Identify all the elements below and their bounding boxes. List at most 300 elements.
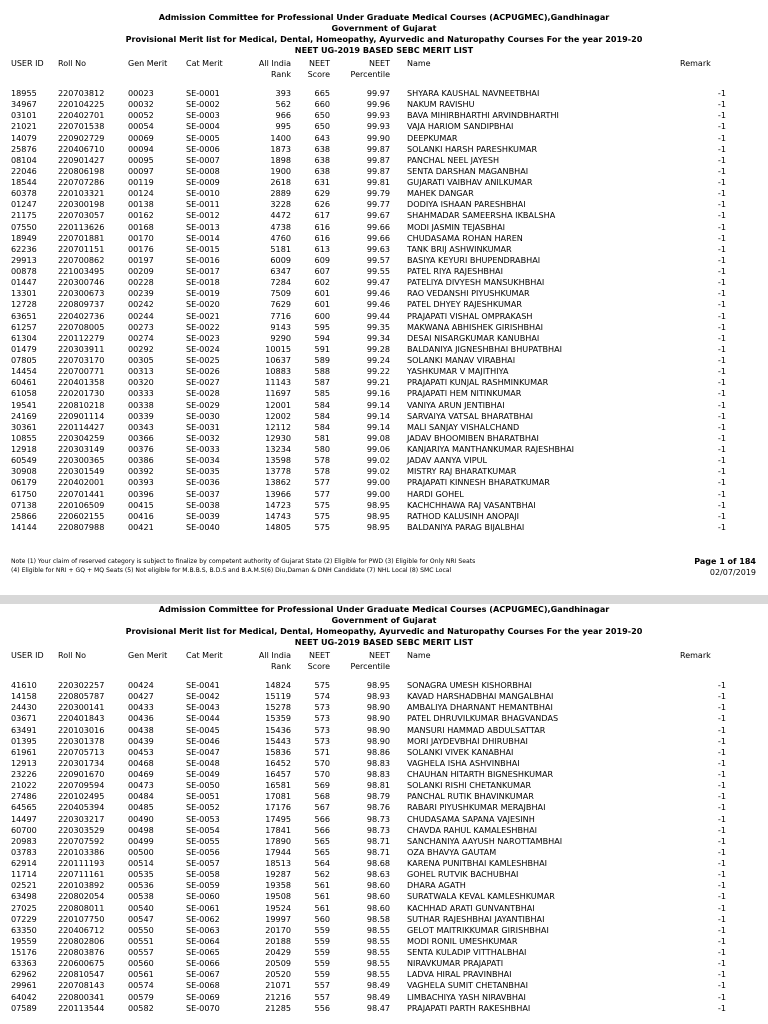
row-gen-merit: 00392 bbox=[128, 466, 154, 477]
row-cat-merit: SE-0001 bbox=[186, 88, 220, 98]
row-neet-percentile: 98.55 bbox=[366, 924, 390, 935]
row-cat-merit: SE-0041 bbox=[186, 680, 220, 690]
row-neet-score: 577 bbox=[314, 488, 330, 499]
row-roll-no: 220103016 bbox=[58, 724, 105, 735]
table-row bbox=[0, 322, 768, 333]
table-row bbox=[0, 244, 768, 255]
row-cat-merit: SE-0035 bbox=[186, 466, 220, 477]
col-neet-percentile-2: Percentile bbox=[350, 662, 390, 671]
row-roll-no: 220711161 bbox=[58, 869, 105, 880]
row-remark: -1 bbox=[717, 143, 726, 154]
row-roll-no: 220406712 bbox=[58, 924, 105, 935]
row-candidate-name: SENTA KULADIP VITTHALBHAI bbox=[407, 947, 527, 957]
table-row bbox=[0, 522, 768, 533]
row-cat-merit: SE-0012 bbox=[186, 210, 220, 221]
row-candidate-name: MANSURI HAMMAD ABDULSATTAR bbox=[407, 724, 546, 735]
row-neet-percentile: 98.90 bbox=[366, 735, 390, 746]
row-roll-no: 220304259 bbox=[58, 432, 105, 443]
row-all-india-rank: 19358 bbox=[265, 880, 291, 891]
row-gen-merit: 00436 bbox=[128, 713, 154, 724]
row-roll-no: 220807988 bbox=[58, 521, 105, 532]
row-remark: -1 bbox=[717, 455, 726, 466]
row-gen-merit: 00421 bbox=[128, 521, 154, 532]
row-all-india-rank: 16457 bbox=[265, 769, 291, 779]
row-roll-no: 220901114 bbox=[58, 410, 105, 421]
row-candidate-name: SHYARA KAUSHAL NAVNEETBHAI bbox=[407, 88, 540, 98]
row-gen-merit: 00433 bbox=[128, 702, 154, 713]
row-cat-merit: SE-0038 bbox=[186, 499, 220, 510]
row-cat-merit: SE-0040 bbox=[186, 521, 220, 532]
row-remark: -1 bbox=[717, 835, 726, 846]
row-neet-score: 573 bbox=[314, 724, 330, 735]
row-remark: -1 bbox=[717, 510, 726, 521]
row-roll-no: 220103386 bbox=[58, 846, 105, 857]
row-user-id: 10855 bbox=[11, 432, 37, 443]
row-neet-percentile: 99.87 bbox=[366, 154, 390, 165]
row-candidate-name: CHUDASAMA ROHAN HAREN bbox=[407, 232, 523, 243]
row-gen-merit: 00453 bbox=[128, 746, 154, 757]
table-row bbox=[0, 736, 768, 747]
row-user-id: 64042 bbox=[11, 991, 37, 1002]
row-neet-score: 638 bbox=[314, 165, 330, 176]
table-row bbox=[0, 110, 768, 121]
table-row bbox=[0, 869, 768, 880]
row-neet-percentile: 98.60 bbox=[366, 891, 390, 902]
row-roll-no: 220113544 bbox=[58, 1002, 105, 1013]
row-cat-merit: SE-0008 bbox=[186, 165, 220, 176]
table-row bbox=[0, 210, 768, 221]
row-remark: -1 bbox=[717, 488, 726, 499]
row-neet-score: 660 bbox=[314, 99, 330, 110]
row-neet-percentile: 98.83 bbox=[366, 769, 390, 779]
row-neet-percentile: 98.73 bbox=[366, 813, 390, 824]
row-all-india-rank: 995 bbox=[275, 121, 291, 132]
row-candidate-name: SUTHAR RAJESHBHAI JAYANTIBHAI bbox=[407, 913, 545, 924]
row-candidate-name: JADAV BHOOMIBEN BHARATBHAI bbox=[407, 432, 539, 443]
row-remark: -1 bbox=[717, 177, 726, 187]
row-neet-score: 613 bbox=[314, 243, 330, 254]
row-roll-no: 220709594 bbox=[58, 780, 105, 791]
row-neet-percentile: 98.47 bbox=[366, 1002, 390, 1013]
table-row bbox=[0, 166, 768, 177]
row-gen-merit: 00557 bbox=[128, 947, 154, 957]
row-neet-percentile: 99.79 bbox=[366, 188, 390, 199]
row-roll-no: 220805787 bbox=[58, 691, 105, 702]
row-candidate-name: MORI JAYDEVBHAI DHIRUBHAI bbox=[407, 735, 528, 746]
row-user-id: 30908 bbox=[11, 466, 37, 477]
row-gen-merit: 00095 bbox=[128, 154, 154, 165]
row-neet-score: 559 bbox=[314, 958, 330, 969]
row-remark: -1 bbox=[717, 321, 726, 332]
table-row bbox=[0, 500, 768, 511]
row-roll-no: 220113626 bbox=[58, 221, 105, 232]
table-row bbox=[0, 188, 768, 199]
row-remark: -1 bbox=[717, 221, 726, 232]
row-remark: -1 bbox=[717, 477, 726, 488]
row-cat-merit: SE-0057 bbox=[186, 858, 220, 868]
header-line-committee: Admission Committee for Professional Under Graduate Medical Courses (ACPUGMEC),Gandhinagar bbox=[158, 12, 610, 22]
row-roll-no: 220701538 bbox=[58, 121, 105, 132]
row-neet-percentile: 99.06 bbox=[366, 444, 390, 454]
row-roll-no: 220808011 bbox=[58, 902, 105, 913]
row-cat-merit: SE-0066 bbox=[186, 958, 220, 969]
row-candidate-name: MODI JASMIN TEJASBHAI bbox=[407, 221, 506, 232]
row-user-id: 13301 bbox=[11, 288, 37, 299]
row-gen-merit: 00438 bbox=[128, 724, 154, 735]
row-gen-merit: 00550 bbox=[128, 924, 154, 935]
row-roll-no: 220810547 bbox=[58, 969, 105, 980]
table-row bbox=[0, 444, 768, 455]
row-roll-no: 220401358 bbox=[58, 377, 105, 388]
row-cat-merit: SE-0031 bbox=[186, 421, 220, 432]
row-neet-score: 560 bbox=[314, 913, 330, 924]
row-remark: -1 bbox=[717, 813, 726, 824]
document-header bbox=[0, 0, 768, 56]
row-all-india-rank: 2618 bbox=[270, 177, 291, 187]
row-roll-no: 220703170 bbox=[58, 355, 105, 365]
row-candidate-name: SARVAIYA VATSAL BHARATBHAI bbox=[407, 410, 534, 421]
row-neet-percentile: 99.44 bbox=[366, 310, 390, 321]
row-roll-no: 220401843 bbox=[58, 713, 105, 724]
row-user-id: 64565 bbox=[11, 802, 37, 813]
row-neet-percentile: 98.55 bbox=[366, 958, 390, 969]
row-roll-no: 220810218 bbox=[58, 399, 105, 410]
row-gen-merit: 00473 bbox=[128, 780, 154, 791]
row-neet-score: 561 bbox=[314, 891, 330, 902]
row-all-india-rank: 12002 bbox=[265, 410, 291, 421]
table-row bbox=[0, 366, 768, 377]
row-user-id: 08104 bbox=[11, 154, 37, 165]
row-neet-score: 578 bbox=[314, 455, 330, 466]
row-neet-score: 566 bbox=[314, 824, 330, 835]
row-neet-percentile: 98.63 bbox=[366, 869, 390, 880]
row-remark: -1 bbox=[717, 780, 726, 791]
row-roll-no: 220301549 bbox=[58, 466, 105, 477]
row-candidate-name: KACHCHHAWA RAJ VASANTBHAI bbox=[407, 499, 536, 510]
col-all-india-rank-2: Rank bbox=[271, 662, 291, 671]
row-user-id: 03101 bbox=[11, 110, 37, 121]
row-roll-no: 220402701 bbox=[58, 110, 105, 121]
row-candidate-name: VANIYA ARUN JENTIBHAI bbox=[407, 399, 505, 410]
row-remark: -1 bbox=[717, 824, 726, 835]
row-neet-score: 584 bbox=[314, 421, 330, 432]
row-neet-score: 562 bbox=[314, 869, 330, 880]
row-remark: -1 bbox=[717, 343, 726, 354]
table-row bbox=[0, 88, 768, 99]
row-roll-no: 220303217 bbox=[58, 813, 105, 824]
table-row bbox=[0, 155, 768, 166]
row-user-id: 34967 bbox=[11, 99, 37, 110]
row-remark: -1 bbox=[717, 254, 726, 265]
row-roll-no: 220800341 bbox=[58, 991, 105, 1002]
row-gen-merit: 00242 bbox=[128, 299, 154, 310]
row-remark: -1 bbox=[717, 802, 726, 813]
row-cat-merit: SE-0058 bbox=[186, 869, 220, 880]
row-cat-merit: SE-0049 bbox=[186, 769, 220, 779]
row-cat-merit: SE-0070 bbox=[186, 1002, 220, 1013]
row-cat-merit: SE-0016 bbox=[186, 254, 220, 265]
row-cat-merit: SE-0063 bbox=[186, 924, 220, 935]
row-neet-percentile: 98.86 bbox=[366, 746, 390, 757]
row-gen-merit: 00484 bbox=[128, 791, 154, 802]
row-candidate-name: KANJARIYA MANTHANKUMAR RAJESHBHAI bbox=[407, 444, 575, 454]
row-neet-percentile: 99.00 bbox=[366, 488, 390, 499]
row-user-id: 63491 bbox=[11, 724, 37, 735]
table-row bbox=[0, 311, 768, 322]
table-row bbox=[0, 702, 768, 713]
row-remark: -1 bbox=[717, 266, 726, 276]
table-row bbox=[0, 980, 768, 991]
row-cat-merit: SE-0027 bbox=[186, 377, 220, 388]
table-row bbox=[0, 936, 768, 947]
table-row bbox=[0, 947, 768, 958]
row-cat-merit: SE-0009 bbox=[186, 177, 220, 187]
row-remark: -1 bbox=[717, 444, 726, 454]
row-all-india-rank: 7716 bbox=[270, 310, 291, 321]
row-remark: -1 bbox=[717, 891, 726, 902]
row-gen-merit: 00536 bbox=[128, 880, 154, 891]
row-remark: -1 bbox=[717, 724, 726, 735]
row-remark: -1 bbox=[717, 121, 726, 132]
row-roll-no: 220102495 bbox=[58, 791, 105, 802]
table-row bbox=[0, 992, 768, 1003]
row-all-india-rank: 15836 bbox=[265, 746, 291, 757]
row-neet-score: 589 bbox=[314, 355, 330, 365]
row-remark: -1 bbox=[717, 991, 726, 1002]
row-neet-percentile: 98.71 bbox=[366, 835, 390, 846]
row-user-id: 07229 bbox=[11, 913, 37, 924]
table-row bbox=[0, 455, 768, 466]
row-candidate-name: PATEL RIYA RAJESHBHAI bbox=[407, 266, 503, 276]
document-header-2 bbox=[0, 600, 768, 648]
row-neet-percentile: 99.02 bbox=[366, 466, 390, 477]
row-user-id: 29961 bbox=[11, 980, 37, 991]
row-user-id: 01395 bbox=[11, 735, 37, 746]
row-user-id: 60549 bbox=[11, 455, 37, 466]
row-neet-score: 581 bbox=[314, 432, 330, 443]
row-neet-percentile: 99.87 bbox=[366, 143, 390, 154]
table-row bbox=[0, 747, 768, 758]
row-user-id: 14079 bbox=[11, 132, 37, 143]
row-neet-percentile: 99.35 bbox=[366, 321, 390, 332]
table-row bbox=[0, 713, 768, 724]
row-user-id: 07138 bbox=[11, 499, 37, 510]
row-roll-no: 220700862 bbox=[58, 254, 105, 265]
row-neet-score: 638 bbox=[314, 154, 330, 165]
row-neet-score: 573 bbox=[314, 713, 330, 724]
row-remark: -1 bbox=[717, 154, 726, 165]
row-gen-merit: 00579 bbox=[128, 991, 154, 1002]
footer-note-line-2: (4) Eligible for NRI + GQ + MQ Seats (5) Not eligible for M.B.B.S, B.D.S and B.A.M.S(6) Diu,Daman & DNH Candidate (7) NHL Local (8) SMC Local bbox=[11, 567, 452, 574]
row-gen-merit: 00209 bbox=[128, 266, 154, 276]
row-all-india-rank: 12112 bbox=[265, 421, 291, 432]
row-neet-score: 575 bbox=[314, 510, 330, 521]
row-cat-merit: SE-0046 bbox=[186, 735, 220, 746]
row-cat-merit: SE-0033 bbox=[186, 444, 220, 454]
row-neet-score: 566 bbox=[314, 813, 330, 824]
row-neet-percentile: 98.83 bbox=[366, 757, 390, 768]
row-neet-percentile: 99.67 bbox=[366, 210, 390, 221]
row-gen-merit: 00197 bbox=[128, 254, 154, 265]
page-number: Page 1 of 184 bbox=[694, 557, 756, 566]
merit-table-page-1 bbox=[0, 88, 768, 533]
row-candidate-name: VAGHELA SUMIT CHETANBHAI bbox=[407, 980, 528, 991]
row-neet-score: 591 bbox=[314, 343, 330, 354]
row-neet-score: 570 bbox=[314, 769, 330, 779]
row-neet-score: 557 bbox=[314, 980, 330, 991]
row-user-id: 07550 bbox=[11, 221, 37, 232]
row-candidate-name: SOLANKI HARSH PARESHKUMAR bbox=[407, 143, 538, 154]
row-neet-score: 578 bbox=[314, 466, 330, 477]
row-neet-score: 573 bbox=[314, 735, 330, 746]
row-remark: -1 bbox=[717, 99, 726, 110]
row-neet-score: 568 bbox=[314, 791, 330, 802]
row-neet-percentile: 99.21 bbox=[366, 377, 390, 388]
row-cat-merit: SE-0026 bbox=[186, 366, 220, 377]
row-candidate-name: GUJARATI VAIBHAV ANILKUMAR bbox=[407, 177, 533, 187]
row-user-id: 14497 bbox=[11, 813, 37, 824]
table-row bbox=[0, 791, 768, 802]
row-remark: -1 bbox=[717, 769, 726, 779]
row-candidate-name: SOLANKI RISHI CHETANKUMAR bbox=[407, 780, 532, 791]
col-neet-score-2: Score bbox=[307, 662, 330, 671]
row-neet-percentile: 99.55 bbox=[366, 266, 390, 276]
row-candidate-name: DESAI NISARGKUMAR KANUBHAI bbox=[407, 332, 540, 343]
row-all-india-rank: 13778 bbox=[265, 466, 291, 477]
row-all-india-rank: 16581 bbox=[265, 780, 291, 791]
row-cat-merit: SE-0055 bbox=[186, 835, 220, 846]
row-neet-percentile: 99.87 bbox=[366, 165, 390, 176]
row-roll-no: 220301378 bbox=[58, 735, 105, 746]
row-remark: -1 bbox=[717, 110, 726, 121]
row-neet-percentile: 98.68 bbox=[366, 858, 390, 868]
row-user-id: 61304 bbox=[11, 332, 37, 343]
row-gen-merit: 00343 bbox=[128, 421, 154, 432]
table-row bbox=[0, 288, 768, 299]
row-remark: -1 bbox=[717, 399, 726, 410]
row-user-id: 63651 bbox=[11, 310, 37, 321]
row-roll-no: 220300141 bbox=[58, 702, 105, 713]
row-cat-merit: SE-0053 bbox=[186, 813, 220, 824]
row-remark: -1 bbox=[717, 757, 726, 768]
row-gen-merit: 00424 bbox=[128, 680, 154, 690]
row-neet-score: 575 bbox=[314, 521, 330, 532]
row-candidate-name: PRAJAPATI HEM NITINKUMAR bbox=[407, 388, 522, 399]
row-roll-no: 220402001 bbox=[58, 477, 105, 488]
table-row bbox=[0, 1003, 768, 1014]
row-gen-merit: 00273 bbox=[128, 321, 154, 332]
row-neet-percentile: 99.46 bbox=[366, 299, 390, 310]
row-neet-percentile: 99.57 bbox=[366, 254, 390, 265]
row-cat-merit: SE-0023 bbox=[186, 332, 220, 343]
row-candidate-name: JADAV AANYA VIPUL bbox=[407, 455, 488, 466]
row-roll-no: 220300746 bbox=[58, 277, 105, 288]
col-remark-2: Remark bbox=[680, 651, 711, 660]
row-all-india-rank: 11697 bbox=[265, 388, 291, 399]
row-neet-percentile: 99.28 bbox=[366, 343, 390, 354]
row-neet-percentile: 99.16 bbox=[366, 388, 390, 399]
row-neet-score: 650 bbox=[314, 110, 330, 121]
row-cat-merit: SE-0069 bbox=[186, 991, 220, 1002]
row-roll-no: 220300673 bbox=[58, 288, 105, 299]
row-neet-percentile: 99.93 bbox=[366, 110, 390, 121]
table-row bbox=[0, 780, 768, 791]
table-row bbox=[0, 466, 768, 477]
row-user-id: 41610 bbox=[11, 680, 37, 690]
row-neet-percentile: 98.55 bbox=[366, 947, 390, 957]
row-gen-merit: 00168 bbox=[128, 221, 154, 232]
row-cat-merit: SE-0065 bbox=[186, 947, 220, 957]
row-user-id: 60378 bbox=[11, 188, 37, 199]
row-user-id: 03783 bbox=[11, 846, 37, 857]
row-roll-no: 220600675 bbox=[58, 958, 105, 969]
row-roll-no: 220705713 bbox=[58, 746, 105, 757]
row-user-id: 18544 bbox=[11, 177, 37, 187]
row-roll-no: 220806198 bbox=[58, 165, 105, 176]
row-roll-no: 220106509 bbox=[58, 499, 105, 510]
table-row bbox=[0, 691, 768, 702]
row-all-india-rank: 4760 bbox=[270, 232, 291, 243]
row-neet-score: 573 bbox=[314, 702, 330, 713]
row-remark: -1 bbox=[717, 902, 726, 913]
row-candidate-name: GOHEL RUTVIK BACHUBHAI bbox=[407, 869, 519, 880]
row-candidate-name: RAO VEDANSHI PIYUSHKUMAR bbox=[407, 288, 530, 299]
row-remark: -1 bbox=[717, 421, 726, 432]
row-user-id: 12728 bbox=[11, 299, 37, 310]
row-cat-merit: SE-0039 bbox=[186, 510, 220, 521]
table-row bbox=[0, 177, 768, 188]
row-all-india-rank: 17890 bbox=[265, 835, 291, 846]
col-cat-merit-2: Cat Merit bbox=[186, 651, 223, 660]
table-row bbox=[0, 233, 768, 244]
row-gen-merit: 00416 bbox=[128, 510, 154, 521]
table-row bbox=[0, 199, 768, 210]
row-cat-merit: SE-0034 bbox=[186, 455, 220, 466]
row-all-india-rank: 15359 bbox=[265, 713, 291, 724]
row-candidate-name: PATEL DHRUVILKUMAR BHAGVANDAS bbox=[407, 713, 559, 724]
row-remark: -1 bbox=[717, 410, 726, 421]
row-all-india-rank: 20509 bbox=[265, 958, 291, 969]
row-gen-merit: 00500 bbox=[128, 846, 154, 857]
col-user-id: USER ID bbox=[11, 59, 44, 68]
row-cat-merit: SE-0061 bbox=[186, 902, 220, 913]
row-remark: -1 bbox=[717, 466, 726, 477]
row-neet-score: 638 bbox=[314, 143, 330, 154]
row-roll-no: 220406710 bbox=[58, 143, 105, 154]
table-row bbox=[0, 836, 768, 847]
row-gen-merit: 00547 bbox=[128, 913, 154, 924]
row-candidate-name: LADVA HIRAL PRAVINBHAI bbox=[407, 969, 512, 980]
row-all-india-rank: 1873 bbox=[270, 143, 291, 154]
row-cat-merit: SE-0015 bbox=[186, 243, 220, 254]
row-neet-percentile: 98.90 bbox=[366, 724, 390, 735]
row-candidate-name: MAKWANA ABHISHEK GIRISHBHAI bbox=[407, 321, 544, 332]
row-gen-merit: 00538 bbox=[128, 891, 154, 902]
row-all-india-rank: 6347 bbox=[270, 266, 291, 276]
row-neet-score: 631 bbox=[314, 177, 330, 187]
row-neet-score: 607 bbox=[314, 266, 330, 276]
col-all-india-rank: Rank bbox=[271, 70, 291, 79]
row-neet-percentile: 98.93 bbox=[366, 691, 390, 702]
row-neet-score: 567 bbox=[314, 802, 330, 813]
row-neet-percentile: 99.14 bbox=[366, 410, 390, 421]
row-neet-score: 600 bbox=[314, 310, 330, 321]
print-date: 02/07/2019 bbox=[709, 568, 756, 577]
row-neet-percentile: 99.02 bbox=[366, 455, 390, 466]
row-gen-merit: 00274 bbox=[128, 332, 154, 343]
row-all-india-rank: 19524 bbox=[265, 902, 291, 913]
table-row bbox=[0, 433, 768, 444]
